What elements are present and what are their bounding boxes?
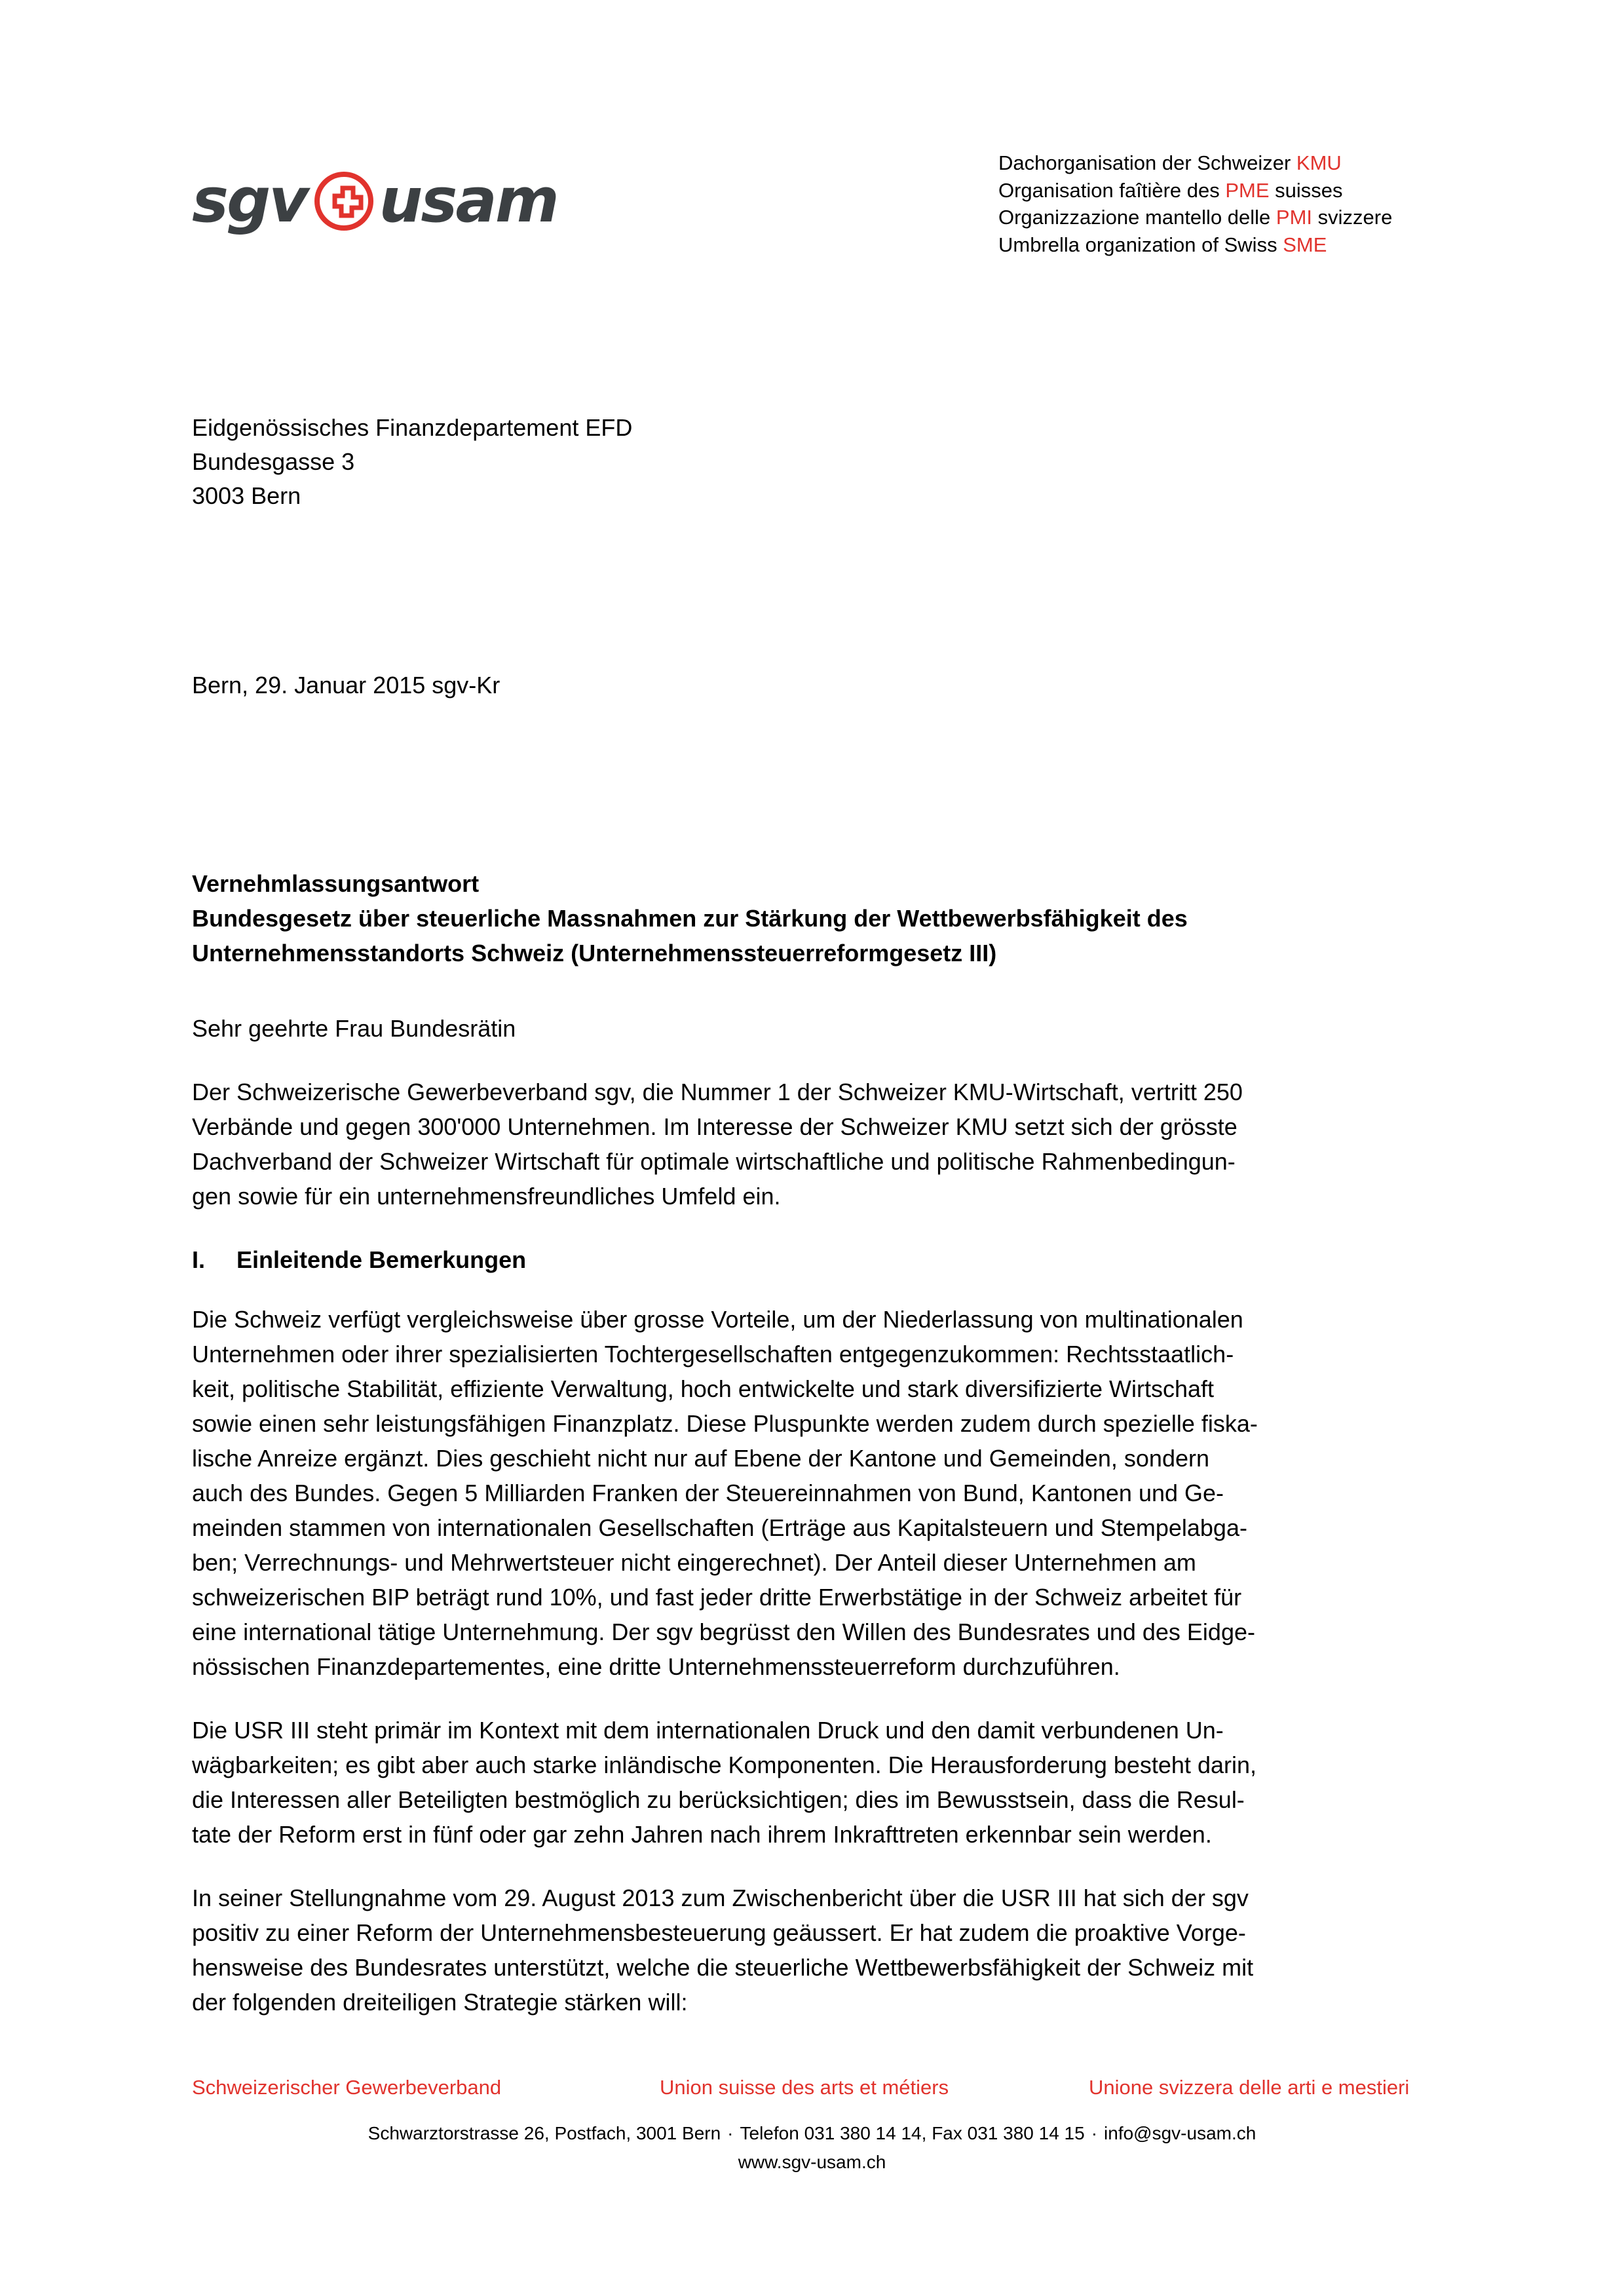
tagline-fr: Organisation faîtière des PME suisses [998, 178, 1343, 202]
tagline-en: Umbrella organization of Swiss SME [998, 233, 1327, 256]
tagline-accent-sme: SME [1283, 233, 1327, 256]
address-line-1: Eidgenössisches Finanzdepartement EFD [192, 414, 633, 441]
intro-paragraph: Der Schweizerische Gewerbeverband sgv, die Nummer 1 der Schweizer KMU-Wirtschaft, vertritt 250 Verbände und gegen 300'000 Unternehmen. Im Interesse der Schweizer KMU setzt sich der grösste Dachverband der Schweizer Wirtschaft für optimale wirtschaftliche und politische Rahmenbedingun- gen sowie für ein unternehmensfreundliches Umfeld ein. [192, 1079, 1243, 1210]
section-number: I. [192, 1246, 206, 1273]
salutation: Sehr geehrte Frau Bundesrätin [192, 1015, 516, 1042]
paragraph-1: Die Schweiz verfügt vergleichsweise über grosse Vorteile, um der Niederlassung von multinationalen Unternehmen oder ihrer spezialisierten Tochtergesellschaften entgegenzukommen: Rechtsstaatlich- keit, politische Stabilität, effiziente Verwaltung, hoch entwickelte und stark diversifizierte Wirtschaft sowie einen sehr leistungsfähigen Finanzplatz. Diese Pluspunkte werden zudem durch spezielle fiska- lische Anreize ergänzt. Dies geschieht nicht nur auf Ebene der Kantone und Gemeinden, sondern auch des Bundes. Gegen 5 Milliarden Franken der Steuereinnahmen von Bund, Kantonen und Ge- meinden stammen von internationalen Gesellschaften (Erträge aus Kapitalsteuern und Stempelabga- ben; Verrechnungs- und Mehrwertsteuer nicht eingerechnet). Der Anteil dieser Unternehmen am schweizerischen BIP beträgt rund 10%, und fast jeder dritte Erwerbstätige in der Schweiz arbeitet für eine international tätige Unternehmung. Der sgv begrüsst den Willen des Bundesrates und des Eidge- nössischen Finanzdepartementes, eine dritte Unternehmenssteuerreform durchzuführen. [192, 1306, 1258, 1680]
footer-name-it: Unione svizzera delle arti e mestieri [1089, 2076, 1410, 2099]
footer-separator-1: · [727, 2123, 734, 2143]
swiss-cross-circle-emblem-icon [310, 167, 378, 235]
paragraph-2: Die USR III steht primär im Kontext mit dem internationalen Druck und den damit verbundenen Un- wägbarkeiten; es gibt aber auch starke inländische Komponenten. Die Herausforderung besteht darin, die Interessen aller Beteiligten bestmöglich zu berücksichtigen; dies im Bewusstsein, dass die Resul- tate der Reform erst in fünf oder gar zehn Jahren nach ihrem Inkrafttreten erkennbar sein werden. [192, 1717, 1256, 1848]
footer-contact-block [0, 2119, 1624, 2177]
date-line: Bern, 29. Januar 2015 sgv-Kr [192, 672, 500, 698]
tagline-accent-pmi: PMI [1275, 206, 1313, 229]
footer-phone: Telefon 031 380 14 14, Fax 031 380 14 15 [740, 2123, 1085, 2143]
tagline-de: Dachorganisation der Schweizer KMU [998, 151, 1342, 174]
section-heading-i [192, 1242, 1430, 1277]
footer-contact-line-2 [0, 2148, 1624, 2177]
logo-word-usam: usam [379, 165, 557, 237]
subject-line-1: Vernehmlassungsantwort [192, 870, 480, 897]
paragraph-3: In seiner Stellungnahme vom 29. August 2013 zum Zwischenbericht über die USR III hat sich der sgv positiv zu einer Reform der Unternehmensbesteuerung geäussert. Er hat zudem die proaktive Vorge- hensweise des Bundesrates unterstützt, welche die steuerliche Wettbewerbsfähigkeit der Schweiz mit der folgenden dreiteiligen Strategie stärken will: [192, 1885, 1254, 2016]
footer-org-names [0, 2076, 1624, 2106]
footer-separator-2: · [1091, 2123, 1098, 2143]
footer-name-fr: Union suisse des arts et métiers [660, 2076, 949, 2099]
subject-block [192, 866, 1430, 970]
recipient-address [192, 411, 632, 513]
footer-website[interactable]: www.sgv-usam.ch [738, 2152, 886, 2172]
footer-name-de: Schweizerischer Gewerbeverband [192, 2076, 502, 2099]
sgv-usam-logo [192, 163, 557, 240]
address-line-3: 3003 Bern [192, 482, 301, 509]
section-title: Einleitende Bemerkungen [236, 1246, 527, 1273]
footer-contact-line-1 [0, 2119, 1624, 2148]
logo-word-sgv: sgv [192, 165, 307, 237]
footer-email[interactable]: info@sgv-usam.ch [1104, 2123, 1256, 2143]
tagline-it: Organizzazione mantello delle PMI svizzere [998, 206, 1393, 229]
page-footer [0, 2076, 1624, 2177]
letterhead [0, 143, 1624, 274]
footer-address: Schwarztorstrasse 26, Postfach, 3001 Bern [368, 2123, 721, 2143]
address-line-2: Bundesgasse 3 [192, 448, 355, 475]
subject-line-2: Bundesgesetz über steuerliche Massnahmen zur Stärkung der Wettbewerbsfähigkeit des [192, 905, 1188, 932]
tagline-accent-kmu: KMU [1296, 151, 1342, 174]
subject-line-3: Unternehmensstandorts Schweiz (Unternehmenssteuerreformgesetz III) [192, 940, 997, 966]
letter-body [192, 866, 1430, 2048]
tagline-accent-pme: PME [1225, 178, 1270, 202]
tagline-block [998, 149, 1392, 258]
